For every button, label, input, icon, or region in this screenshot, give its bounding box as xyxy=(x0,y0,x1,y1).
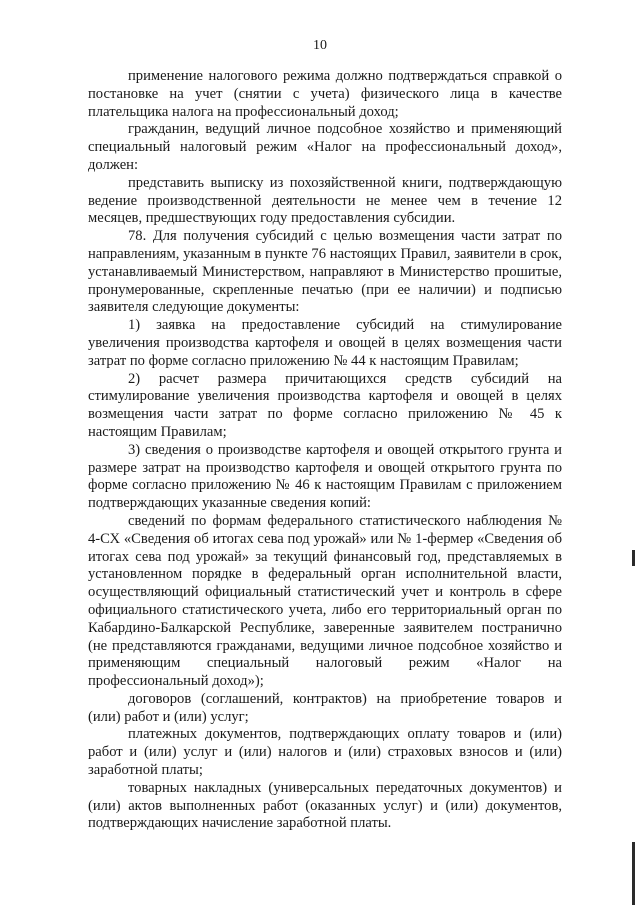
page-number: 10 xyxy=(313,38,327,53)
paragraph-household-citizen: гражданин, ведущий личное подсобное хозяйство и применяющий специальный налоговый режим «Налог на профессиональный доход», должен: xyxy=(88,121,562,173)
paragraph-payment-documents: платежных документов, подтверждающих оплату товаров и (или) работ и (или) услуг и (или) налогов и (или) страховых взносов и (или) заработной платы; xyxy=(88,726,562,779)
paragraph-contracts: договоров (соглашений, контрактов) на приобретение товаров и (или) работ и (или) услуг; xyxy=(88,690,562,725)
paragraph-item-2-calculation: 2) расчет размера причитающихся средств субсидий на стимулирование увеличения производства картофеля и овощей в целях возмещения части затрат по форме согласно приложению № 45 к настоящим Правилам; xyxy=(88,370,562,440)
scan-edge-mark xyxy=(632,842,635,905)
document-body xyxy=(88,68,562,833)
paragraph-item-3-production-info: 3) сведения о производстве картофеля и овощей открытого грунта и размере затрат на производство картофеля и овощей открытого грунта по форме согласно приложению № 46 к настоящим Правилам с приложением подтверждающих указанные сведения копий: xyxy=(88,441,562,512)
paragraph-invoices: товарных накладных (универсальных передаточных документов) и (или) актов выполненных работ (оказанных услуг) и (или) документов, подтверждающих начисление заработной платы. xyxy=(88,779,562,832)
paragraph-statistical-forms: сведений по формам федерального статистического наблюдения № 4-СХ «Сведения об итогах сева под урожай» или № 1-фермер «Сведения об итогах сева под урожай» за текущий финансовый год, представляемых в установленном порядке в федеральный орган исполнительной власти, осуществляющий официальный статистический учет и контроль в сфере официального статистического учета, либо его территориальный орган по Кабардино-Балкарской Республике, заверенные заявителем постранично (не представляются гражданами, ведущими личное подсобное хозяйство и применяющим специальный налоговый режим «Налог на профессиональный доход»); xyxy=(88,512,562,690)
paragraph-item-1-application: 1) заявка на предоставление субсидий на стимулирование увеличения производства картофеля и овощей в целях возмещения части затрат по форме согласно приложению № 44 к настоящим Правилам; xyxy=(88,317,562,369)
paragraph-clause-78: 78. Для получения субсидий с целью возмещения части затрат по направлениям, указанным в пункте 76 настоящих Правил, заявители в срок, устанавливаемый Министерством, направляют в Министерство прошитые, пронумерованные, скрепленные печатью (при ее наличии) и подписью заявителя следующие документы: xyxy=(88,228,562,316)
paragraph-tax-certificate: применение налогового режима должно подтверждаться справкой о постановке на учет (снятии с учета) физического лица в качестве плательщика налога на профессиональный доход; xyxy=(88,68,562,120)
scan-edge-mark xyxy=(632,550,635,566)
paragraph-household-book-extract: представить выписку из похозяйственной книги, подтверждающую ведение производственной деятельности не менее чем в течение 12 месяцев, предшествующих году предоставления субсидии. xyxy=(88,174,562,227)
